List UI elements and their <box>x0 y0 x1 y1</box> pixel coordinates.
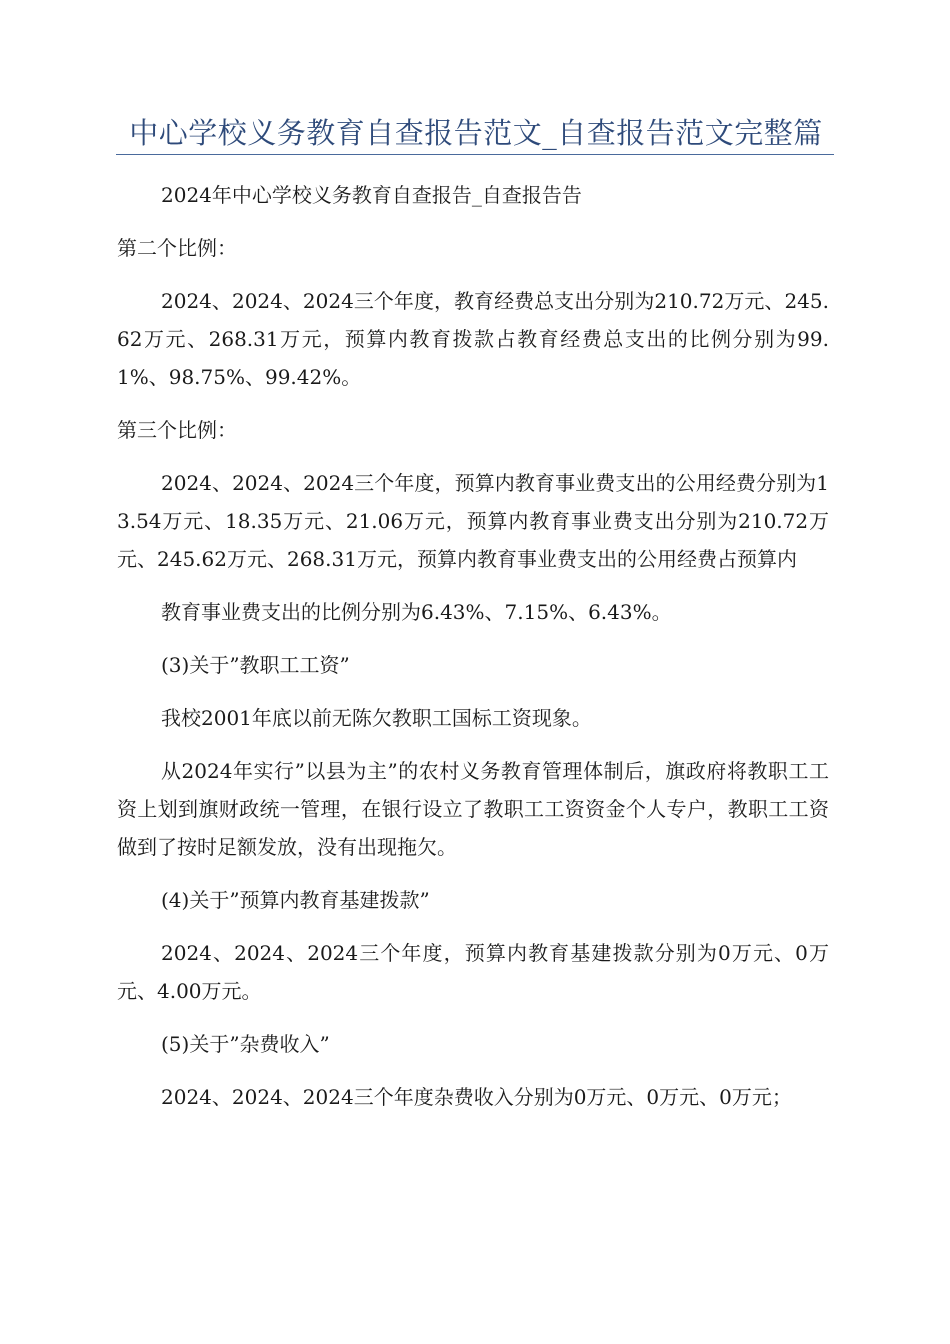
paragraph-third-ratio-continued: 教育事业费支出的比例分别为6.43%、7.15%、6.43%。 <box>161 600 672 624</box>
paragraph-salary-history: 我校2001年底以前无陈欠教职工国标工资现象。 <box>161 706 592 730</box>
paragraph-heading-construction: (4)关于”预算内教育基建拨款” <box>161 888 430 912</box>
title-underline <box>116 154 834 155</box>
paragraph-heading-third-ratio: 第三个比例： <box>117 418 237 442</box>
paragraph-second-ratio: 2024、2024、2024三个年度，教育经费总支出分别为210.72万元、245.62万元、268.31万元，预算内教育拨款占教育经费总支出的比例分别为99.1%、98.75%、99.42%。 <box>117 289 829 389</box>
paragraph-heading-second-ratio: 第二个比例： <box>117 236 237 260</box>
paragraph-third-ratio: 2024、2024、2024三个年度，预算内教育事业费支出的公用经费分别为13.54万元、18.35万元、21.06万元，预算内教育事业费支出分别为210.72万元、245.62万元、268.31万元，预算内教育事业费支出的公用经费占预算内 <box>117 471 829 571</box>
document-title: 中心学校义务教育自查报告范文_自查报告范文完整篇 <box>129 116 823 150</box>
paragraph-construction: 2024、2024、2024三个年度，预算内教育基建拨款分别为0万元、0万元、4.00万元。 <box>117 941 829 1003</box>
paragraph-subtitle: 2024年中心学校义务教育自查报告_自查报告告 <box>161 183 582 207</box>
paragraph-fees: 2024、2024、2024三个年度杂费收入分别为0万元、0万元、0万元； <box>161 1085 792 1109</box>
paragraph-heading-fees: (5)关于”杂费收入” <box>161 1032 330 1056</box>
paragraph-salary-management: 从2024年实行”以县为主”的农村义务教育管理体制后，旗政府将教职工工资上划到旗财政统一管理，在银行设立了教职工工资资金个人专户，教职工工资做到了按时足额发放，没有出现拖欠。 <box>117 759 829 859</box>
paragraph-heading-salary: (3)关于”教职工工资” <box>161 653 350 677</box>
document-body <box>117 176 829 1131</box>
